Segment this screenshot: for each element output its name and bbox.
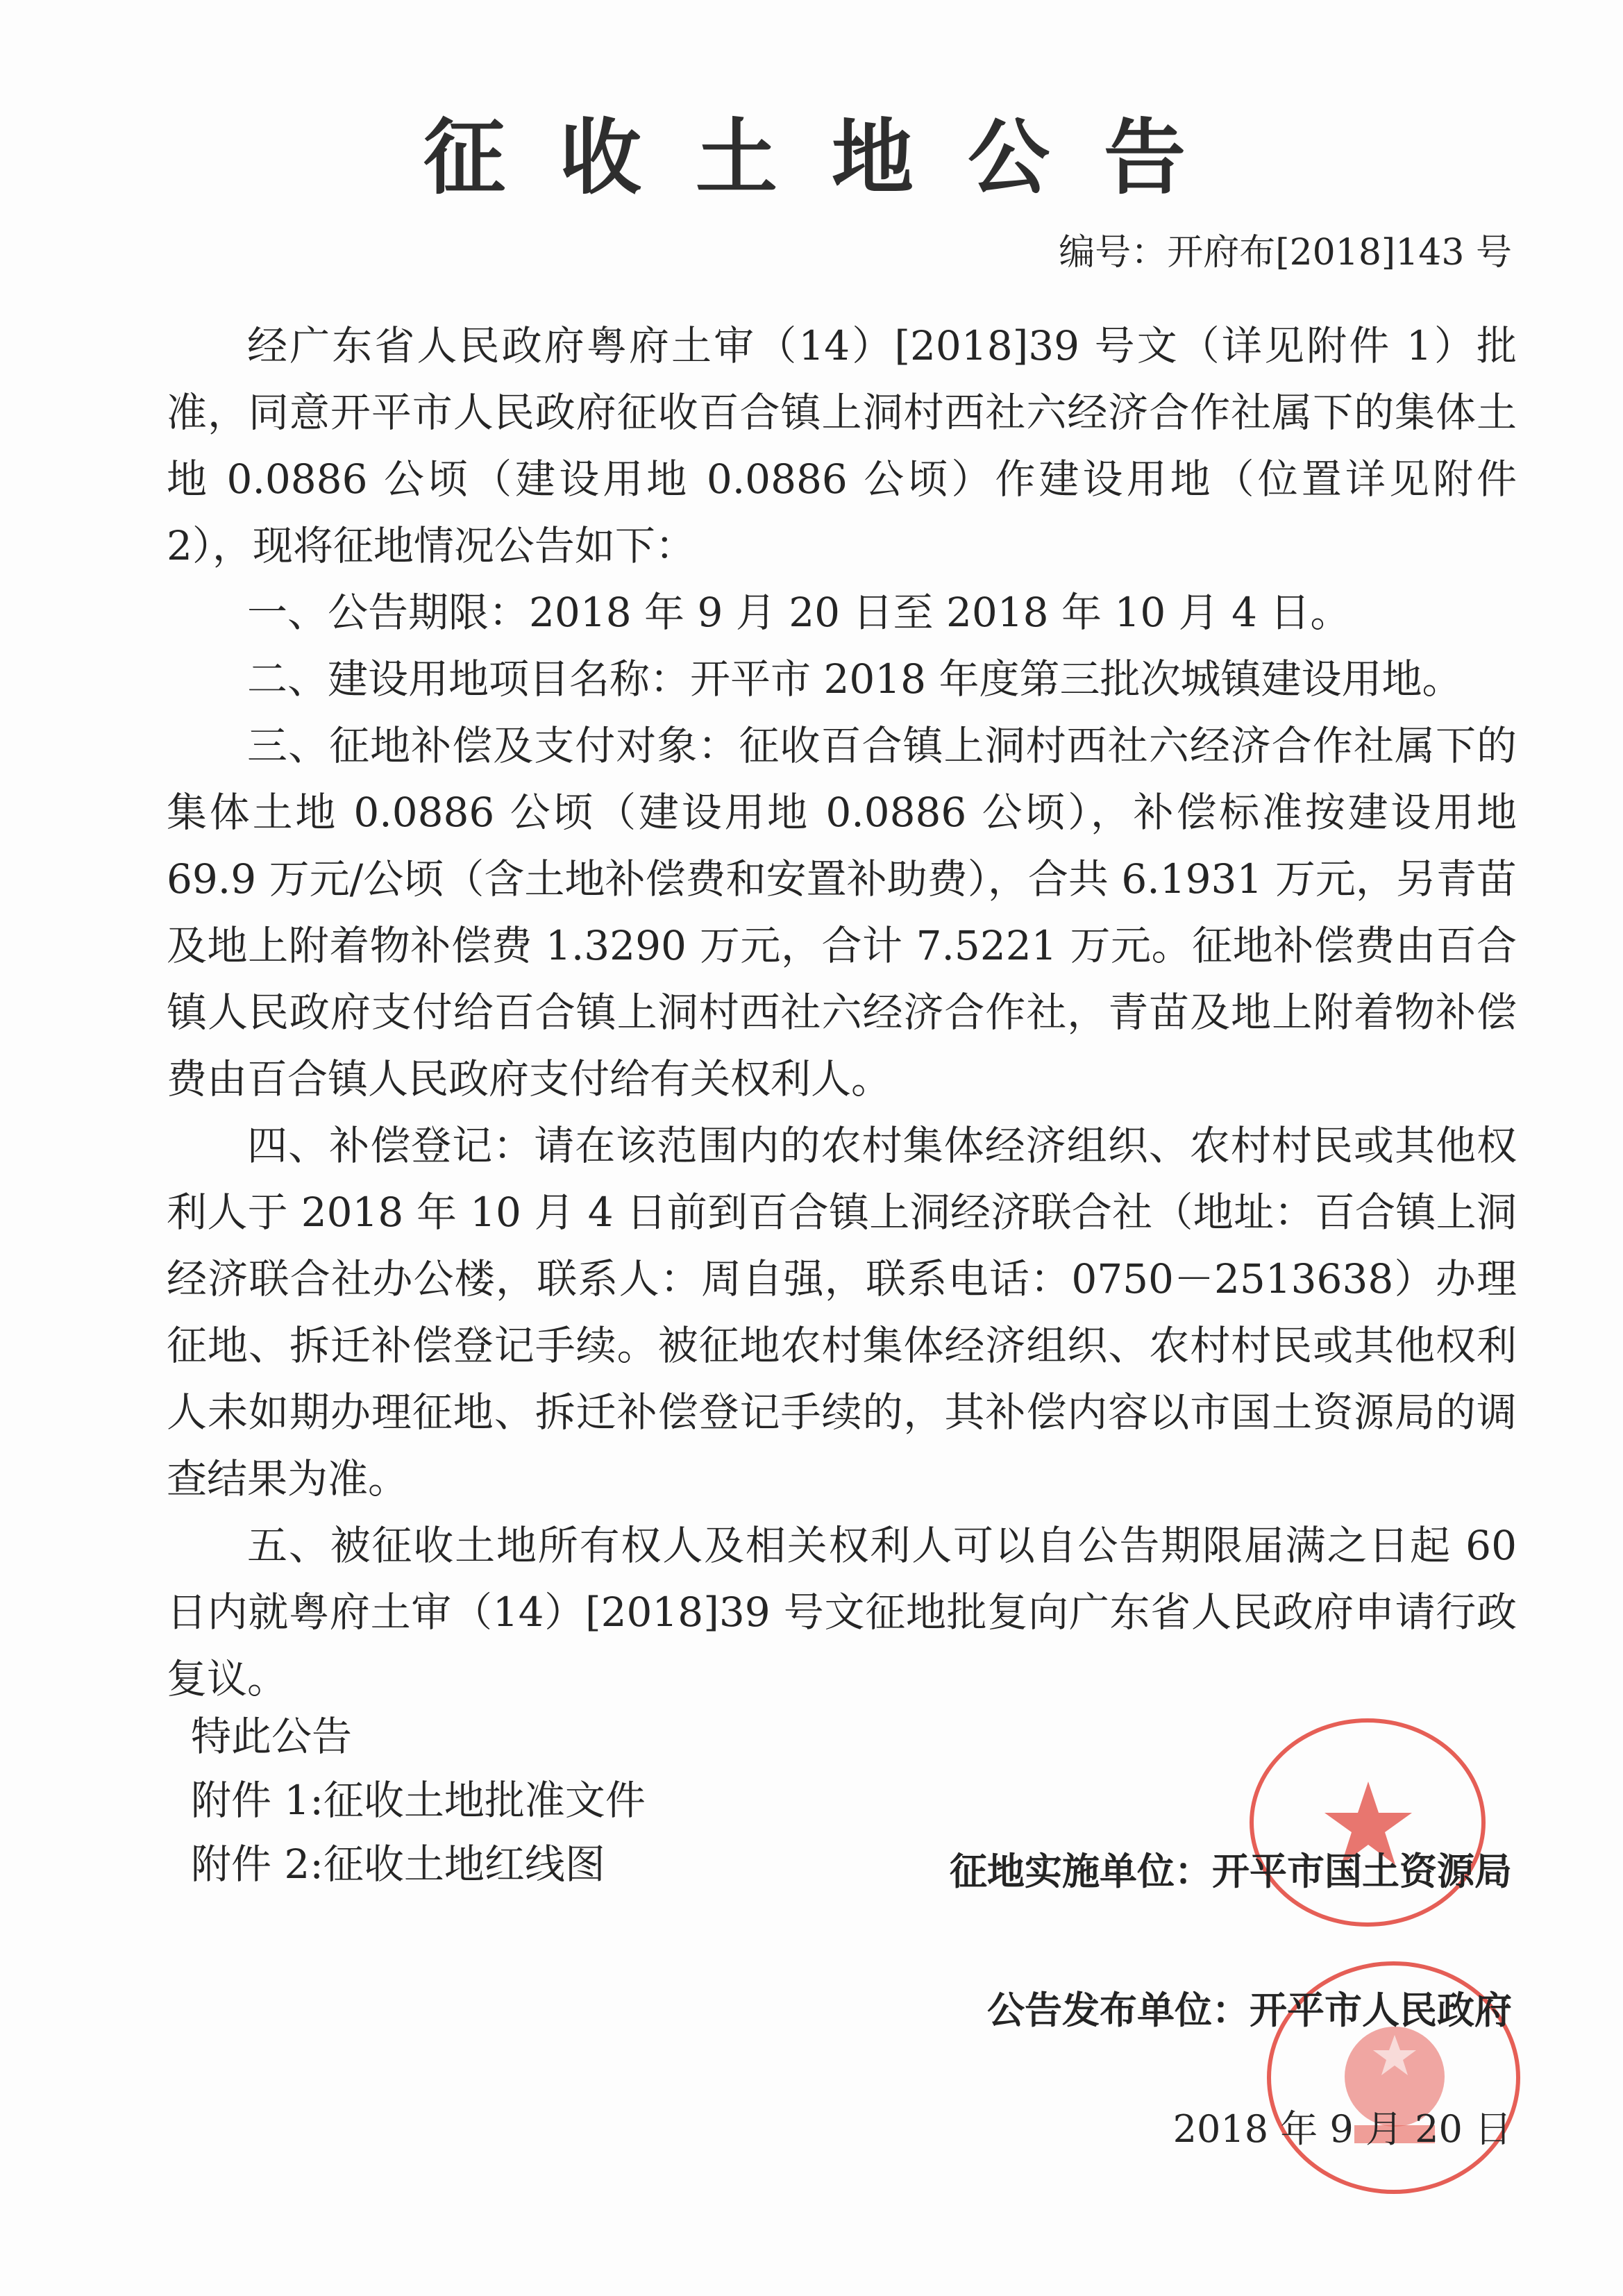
star-icon [1254, 1723, 1483, 1924]
section-4-label: 四、补偿登记： [247, 1122, 535, 1169]
attachment-2: 附件 2:征收土地红线图 [191, 1841, 605, 1888]
section-1-text: 2018 年 9 月 20 日至 2018 年 10 月 4 日。 [529, 589, 1351, 636]
document-title: 征收土地公告 [423, 109, 1241, 206]
intro-paragraph: 经广东省人民政府粤府土审（14）[2018]39 号文（详见附件 1）批准，同意开平市人民政府征收百合镇上洞村西社六经济合作社属下的集体土地 0.0886 公顷（建设用地 0.0886 公顷）作建设用地（位置详见附件 2），现将征地情况公告如下： [167, 322, 1517, 569]
closing-block [191, 1704, 646, 1896]
section-1-announcement-period [167, 579, 1517, 646]
issuing-unit: 公告发布单位：开平市人民政府 [987, 1988, 1512, 2032]
section-2-project-name [167, 646, 1517, 712]
section-3-compensation [167, 712, 1517, 1112]
section-4-registration [167, 1112, 1517, 1512]
land-resources-bureau-seal [1250, 1718, 1486, 1927]
section-3-text: 征收百合镇上洞村西社六经济合作社属下的集体土地 0.0886 公顷（建设用地 0.0886 公顷），补偿标准按建设用地 69.9 万元/公顷（含土地补偿费和安置补助费），合共 6.1931 万元，另青苗及地上附着物补偿费 1.3290 万元，合计 7.5221 万元。征地补偿费由百合镇人民政府支付给百合镇上洞村西社六经济合作社，青苗及地上附着物补偿费由百合镇人民政府支付给有关权利人。 [167, 722, 1517, 1103]
document-number: 编号：开府布[2018]143 号 [1059, 232, 1512, 274]
document-body [167, 312, 1517, 1712]
section-5-text: 被征收土地所有权人及相关权利人可以自公告期限届满之日起 60 日内就粤府土审（14）[2018]39 号文征地批复向广东省人民政府申请行政复议。 [167, 1522, 1517, 1702]
section-2-label: 二、建设用地项目名称： [247, 655, 691, 703]
section-3-label: 三、征地补偿及支付对象： [247, 722, 739, 769]
section-4-text: 请在该范围内的农村集体经济组织、农村村民或其他权利人于 2018 年 10 月 4 日前到百合镇上洞经济联合社（地址：百合镇上洞经济联合社办公楼，联系人：周自强，联系电话：0750－2513638）办理征地、拆迁补偿登记手续。被征地农村集体经济组织、农村村民或其他权利人未如期办理征地、拆迁补偿登记手续的，其补偿内容以市国土资源局的调查结果为准。 [167, 1122, 1517, 1502]
issue-date: 2018 年 9 月 20 日 [1172, 2107, 1512, 2151]
attachment-1: 附件 1:征收土地批准文件 [191, 1777, 646, 1824]
section-5-label: 五、 [247, 1522, 330, 1569]
section-5-reconsideration [167, 1512, 1517, 1712]
closing-statement: 特此公告 [191, 1713, 353, 1760]
implementing-unit: 征地实施单位：开平市国土资源局 [950, 1849, 1512, 1893]
section-2-text: 开平市 2018 年度第三批次城镇建设用地。 [690, 655, 1463, 703]
section-1-label: 一、公告期限： [247, 589, 530, 636]
